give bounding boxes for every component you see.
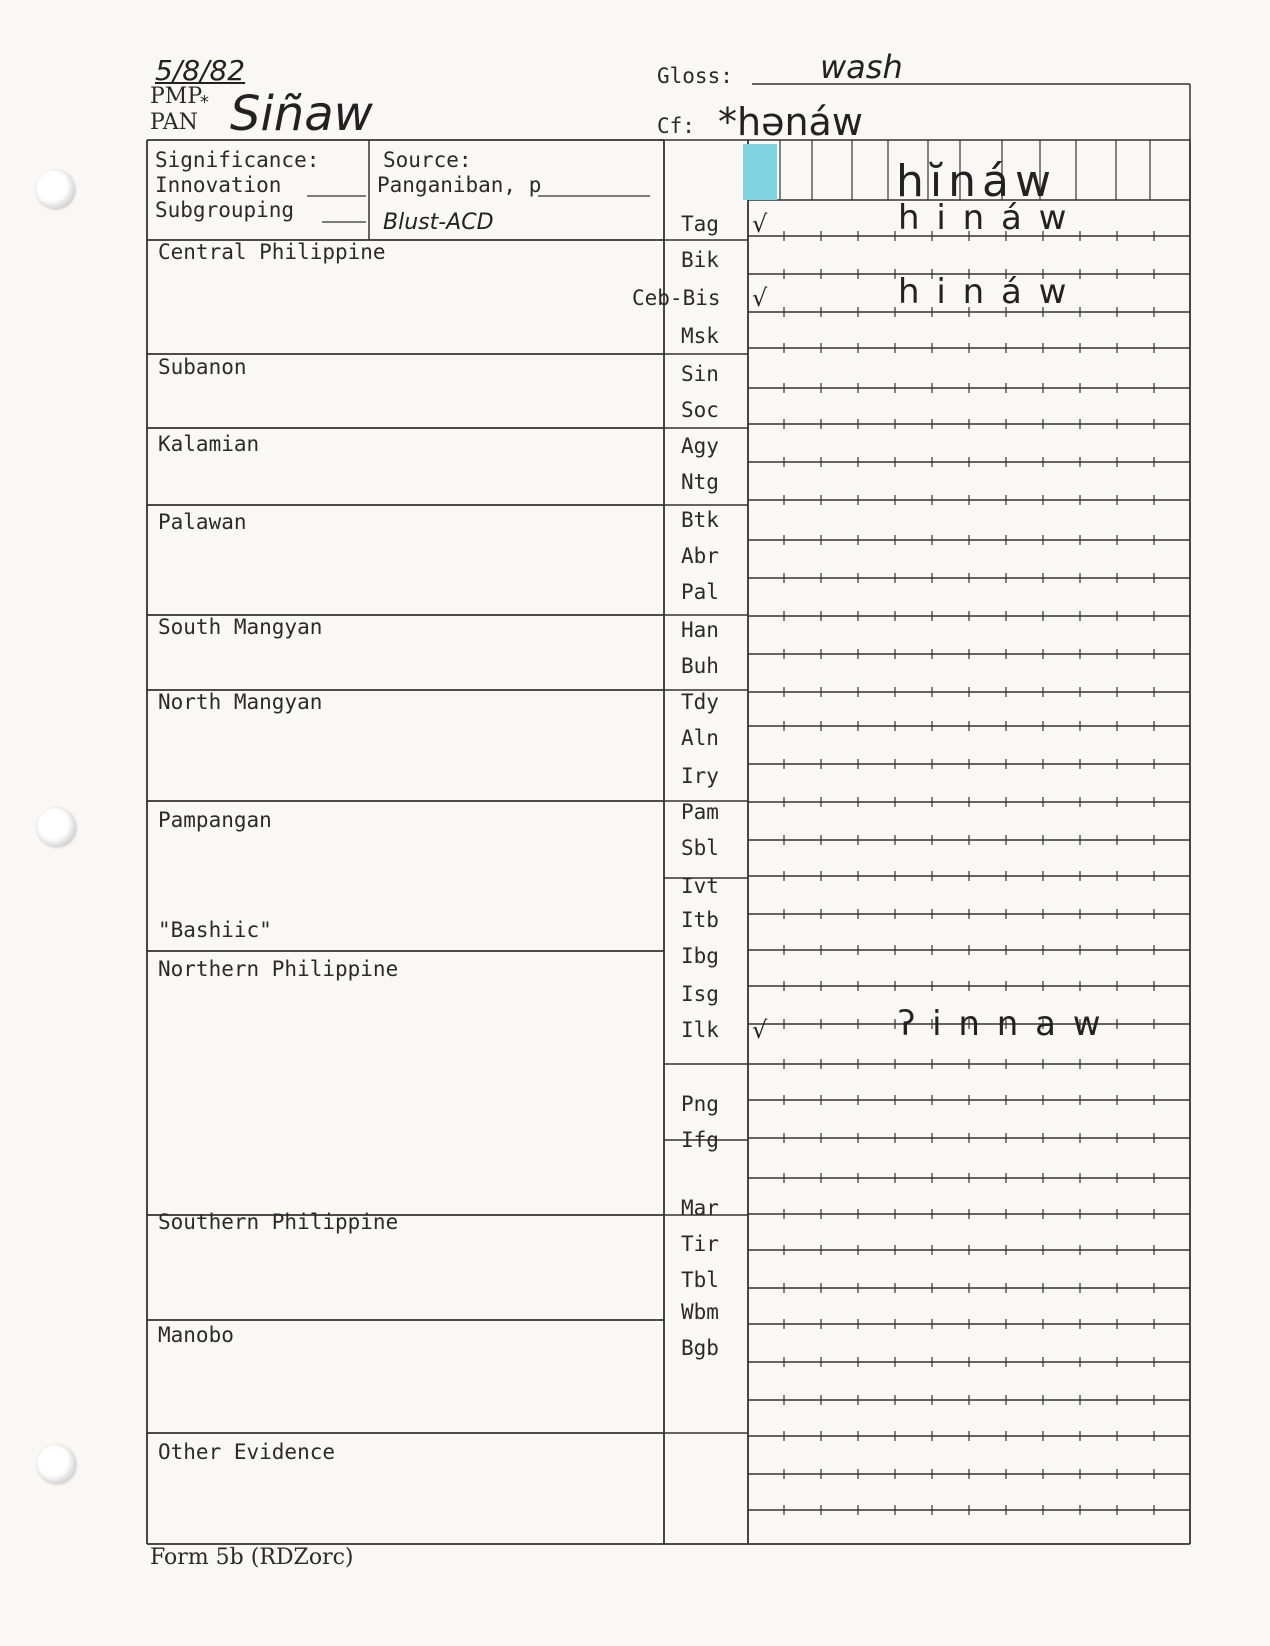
language-code: Ceb-Bis [632, 286, 721, 310]
language-code: Mar [681, 1196, 719, 1220]
cf-label: Cf: [657, 114, 695, 138]
group-name: "Bashiic" [158, 918, 272, 942]
group-name: North Mangyan [158, 690, 323, 714]
gloss-value: wash [820, 48, 903, 86]
language-code: Pal [681, 580, 719, 604]
attestation-check: √ [752, 210, 768, 238]
language-code: Sin [681, 362, 719, 386]
language-code: Ivt [681, 874, 719, 898]
reflex-form: ʔ i n n a w [898, 1004, 1104, 1044]
attestation-check: √ [752, 284, 768, 312]
language-code: Png [681, 1092, 719, 1116]
source-note: Blust-ACD [383, 210, 494, 235]
language-code: Pam [681, 800, 719, 824]
language-code: Ilk [681, 1018, 719, 1042]
language-code: Bik [681, 248, 719, 272]
language-code: Aln [681, 726, 719, 750]
language-code: Isg [681, 982, 719, 1006]
form-label: Form 5b (RDZorc) [150, 1545, 354, 1570]
language-code: Ibg [681, 944, 719, 968]
group-name: Manobo [158, 1323, 234, 1347]
cf-value: *hənáw [718, 100, 863, 144]
language-code: Wbm [681, 1300, 719, 1324]
group-name: Central Philippine [158, 240, 386, 264]
language-code: Iry [681, 764, 719, 788]
proto-form: Siñaw [230, 86, 373, 142]
group-name: Kalamian [158, 432, 260, 456]
header-cells-form: hĭnáw [896, 156, 1057, 207]
reflex-form: h i n á w [898, 272, 1070, 312]
language-code: Ifg [681, 1128, 719, 1152]
language-code: Agy [681, 434, 719, 458]
group-name: Southern Philippine [158, 1210, 399, 1234]
group-name: Subanon [158, 355, 247, 379]
group-name: Palawan [158, 510, 247, 534]
language-code: Itb [681, 908, 719, 932]
language-code: Sbl [681, 836, 719, 860]
language-code: Btk [681, 508, 719, 532]
language-code: Tdy [681, 690, 719, 714]
language-code: Msk [681, 324, 719, 348]
source-value: Panganiban, p [377, 173, 542, 197]
proto-label-pan: PAN [150, 110, 198, 135]
language-code: Tir [681, 1232, 719, 1256]
language-code: Buh [681, 654, 719, 678]
innovation-label: Innovation [155, 173, 282, 197]
language-code: Bgb [681, 1336, 719, 1360]
language-code: Abr [681, 544, 719, 568]
group-name: Pampangan [158, 808, 272, 832]
gloss-label: Gloss: [657, 64, 733, 88]
language-code: Soc [681, 398, 719, 422]
group-name: Other Evidence [158, 1440, 336, 1464]
proto-marker: * [199, 92, 210, 113]
language-code: Ntg [681, 470, 719, 494]
reflex-form: h i n á w [898, 198, 1070, 238]
proto-label-pmp: PMP [150, 84, 203, 109]
attestation-check: √ [752, 1016, 768, 1044]
significance-label: Significance: [155, 148, 320, 172]
language-code: Tbl [681, 1268, 719, 1292]
highlight-cell [743, 144, 777, 200]
group-name: Northern Philippine [158, 957, 399, 981]
subgrouping-label: Subgrouping [155, 198, 295, 222]
source-label: Source: [383, 148, 472, 172]
language-code: Han [681, 618, 719, 642]
group-name: South Mangyan [158, 615, 323, 639]
date: 5/8/82 [155, 54, 246, 87]
language-code: Tag [681, 212, 719, 236]
